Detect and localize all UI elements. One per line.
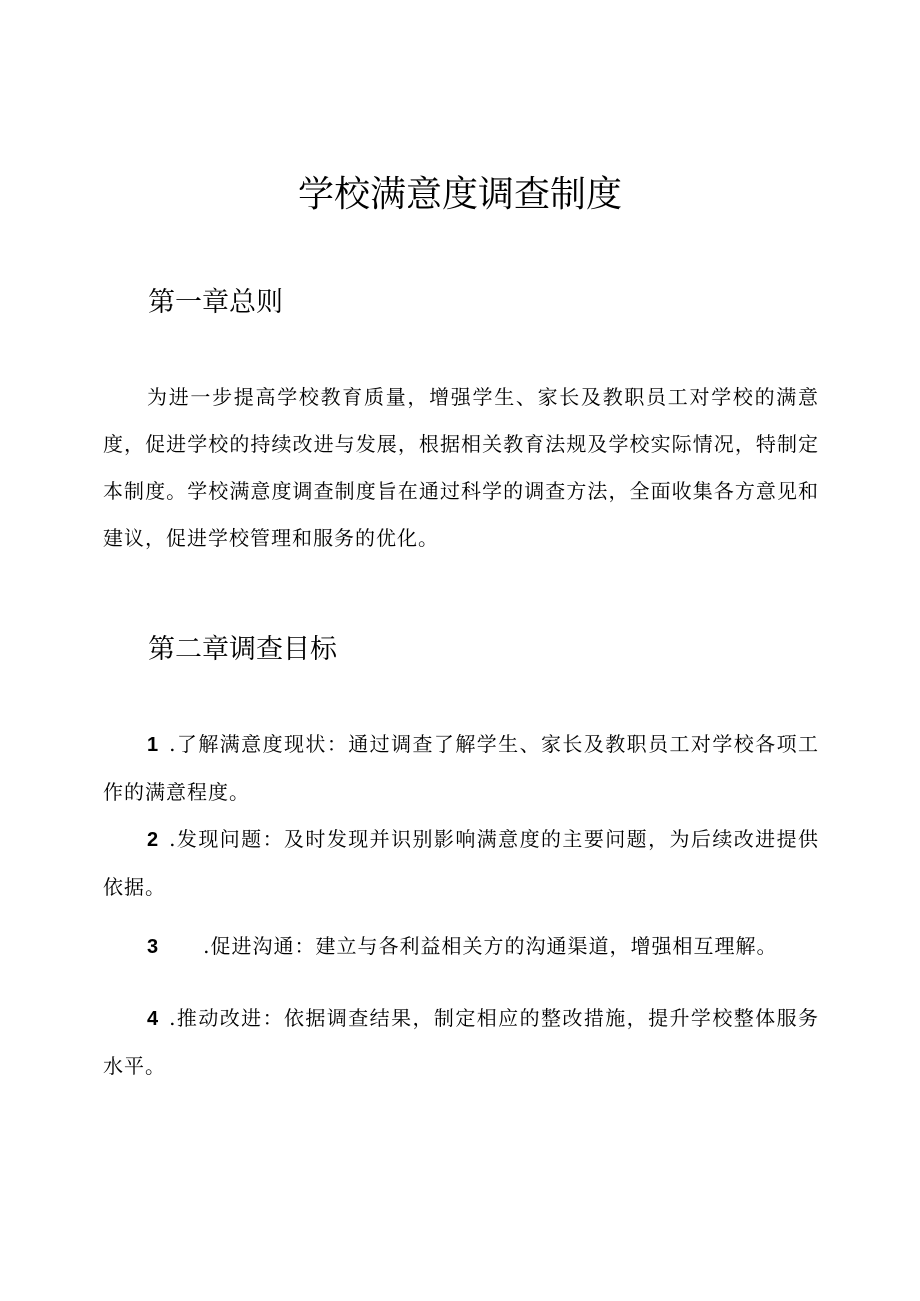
goal-item-2-number: 2 xyxy=(147,829,160,851)
goal-item-2 xyxy=(103,816,819,911)
goal-item-4 xyxy=(103,995,819,1090)
chapter-1-heading: 第一章总则 xyxy=(148,287,283,318)
goal-item-3 xyxy=(103,923,819,971)
chapter-2-heading: 第二章调查目标 xyxy=(148,634,337,665)
goal-item-1-number: 1 xyxy=(147,734,160,756)
goal-item-3-number: 3 xyxy=(147,936,160,958)
goal-item-3-text: .促进沟通：建立与各利益相关方的沟通渠道，增强相互理解。 xyxy=(203,934,778,958)
goal-item-4-number: 4 xyxy=(147,1008,160,1030)
chapter-1-paragraph: 为进一步提高学校教育质量，增强学生、家长及教职员工对学校的满意度，促进学校的持续改进与发展，根据相关教育法规及学校实际情况，特制定本制度。学校满意度调查制度旨在通过科学的调查方法，全面收集各方意见和建议，促进学校管理和服务的优化。 xyxy=(103,385,819,550)
goal-item-4-text: .推动改进：依据调查结果，制定相应的整改措施，提升学校整体服务水平。 xyxy=(103,1006,819,1078)
goal-item-1 xyxy=(103,721,819,816)
goal-item-2-text: .发现问题：及时发现并识别影响满意度的主要问题，为后续改进提供依据。 xyxy=(103,827,819,899)
goal-item-1-text: .了解满意度现状：通过调查了解学生、家长及教职员工对学校各项工作的满意程度。 xyxy=(103,732,819,804)
document-title: 学校满意度调查制度 xyxy=(297,174,622,215)
